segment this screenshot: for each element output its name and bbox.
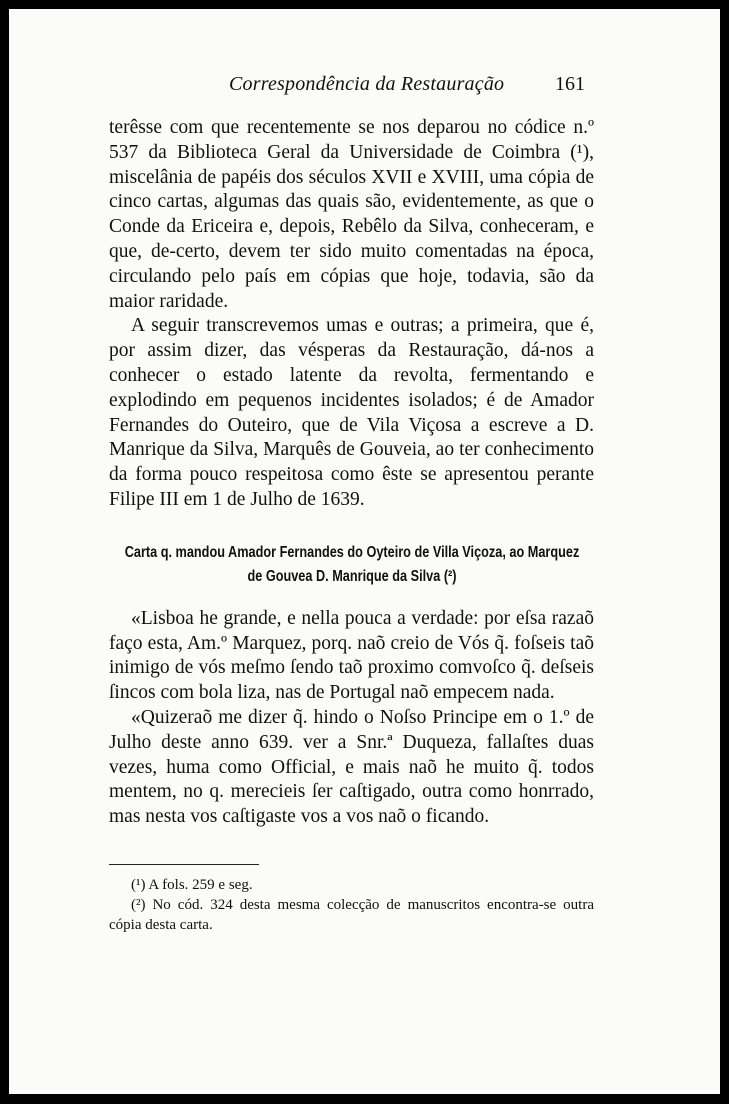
footnote: (²) No cód. 324 desta mesma colecção de manuscritos encontra-se outra cópia desta carta. xyxy=(109,897,594,933)
letter-title-line: Carta q. mandou Amador Fernandes do Oyteiro de Villa Viçoza, ao Marquez xyxy=(124,543,580,561)
letter-title xyxy=(110,541,594,589)
page-number: 161 xyxy=(555,73,585,95)
letter-title-line: de Gouvea D. Manrique da Silva (²) xyxy=(247,567,457,585)
page-header xyxy=(9,73,720,103)
footnotes xyxy=(109,875,594,935)
main-text xyxy=(109,116,594,830)
running-title: Correspondência da Restauração xyxy=(229,73,505,95)
footnote-divider xyxy=(109,864,259,865)
letter-paragraph: «Quizeraõ me dizer q̃. hindo o Noſso Principe em o 1.º de Julho deste anno 639. ver a Snr.ª Duqueza, fallaſtes duas vezes, huma como Official, e mais naõ he muito q̃. todos mentem, no q. merecieis ſer caſtigado, outra como honrrado, mas nesta vos caſtigaste vos a vos naõ o ficando. xyxy=(109,706,594,828)
paragraph: A seguir transcrevemos umas e outras; a primeira, que é, por assim dizer, das vésperas da Restauração, dá-nos a conhecer o estado latente da revolta, fermentando e explodindo em pequenos incidentes isolados; é de Amador Fernandes do Outeiro, que de Vila Viçosa a escreve a D. Manrique da Silva, Marquês de Gouveia, ao ter conhecimento da forma pouco respeitosa como êste se apresentou perante Filipe III em 1 de Julho de 1639. xyxy=(109,315,594,510)
paragraph: terêsse com que recentemente se nos deparou no códice n.º 537 da Biblioteca Geral da Universidade de Coimbra (¹), miscelânia de papéis dos séculos XVII e XVIII, uma cópia de cinco cartas, algumas das quais são, evidentemente, as que o Conde da Ericeira e, depois, Rebêlo da Silva, conheceram, e que, de-certo, devem ter sido muito comentadas na época, circulando pelo país em cópias que hoje, todavia, são da maior raridade. xyxy=(109,117,594,312)
book-page xyxy=(9,9,720,1094)
letter-paragraph: «Lisboa he grande, e nella pouca a verdade: por eſsa razaõ faço esta, Am.º Marquez, porq. naõ creio de Vós q̃. foſseis taõ inimigo de vós meſmo ſendo taõ proximo comvoſco q̃. deſseis ſincos com bola liza, nas de Portugal naõ empecem nada. xyxy=(109,607,594,704)
footnote: (¹) A fols. 259 e seg. xyxy=(131,877,253,893)
